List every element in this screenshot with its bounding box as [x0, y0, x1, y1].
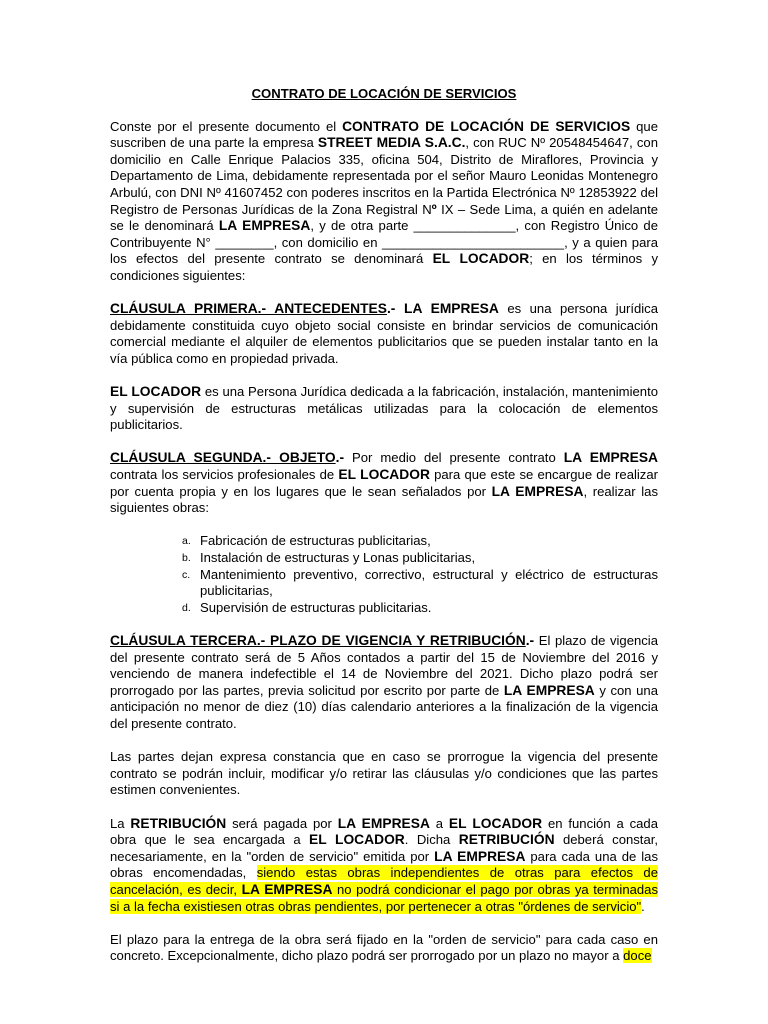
- list-item-text: Supervisión de estructuras publicitarias.: [200, 599, 432, 615]
- bold-la-empresa: .- LA EMPRESA: [386, 301, 499, 317]
- highlighted-text: no podrá condicionar el pago por obras ya terminadas si a la fecha existiesen otras obras pendientes, por pertenecer a otras "órdenes de servicio": [110, 881, 659, 914]
- bold-separator: .-: [335, 450, 345, 466]
- text: en función a cada obra que le sea encargada a: [110, 815, 658, 848]
- paragraph-clause-first: [110, 301, 658, 367]
- paragraph-clause-third: [110, 633, 658, 733]
- text: Conste por el presente documento el: [110, 118, 343, 134]
- text: para cada una de las obras encomendadas,: [110, 848, 658, 881]
- text: es una persona jurídica debidamente constituida cuyo objeto social consiste en brindar servicios de comunicación comercial mediante el alquiler de elementos publicitarios que se pueden instalar tanto en la vía pública como en propiedad privada.: [110, 301, 658, 366]
- list-item-text: Instalación de estructuras y Lonas publicitarias,: [200, 550, 476, 566]
- list-marker: c.: [182, 568, 191, 581]
- document-title: CONTRATO DE LOCACIÓN DE SERVICIOS: [251, 86, 517, 101]
- list-item: [182, 599, 658, 617]
- bold-el-locador: EL LOCADOR: [309, 832, 405, 848]
- text: IX – Sede Lima, a quién en adelante se le denominará: [110, 201, 659, 234]
- clause-heading-second: CLÁUSULA SEGUNDA.- OBJETO: [110, 450, 336, 466]
- list-item: [182, 533, 658, 550]
- text: , y de otra parte ______________, con Registro Único de Contribuyente N° ________, con domicilio en _________________________, y a quien para los efectos del presente contrato se denominará: [110, 218, 658, 267]
- bold-la-empresa: LA EMPRESA: [218, 218, 311, 234]
- paragraph-extension: Las partes dejan expresa constancia que en caso se prorrogue la vigencia del presente contrato se podrán incluir, modificar y/o retirar las cláusulas y/o condiciones que las partes estimen convenientes.: [110, 749, 658, 798]
- text: y con una anticipación no menor de diez (10) días calendario anteriores a la finalización de la vigencia del presente contrato.: [110, 682, 658, 731]
- list-item: [182, 566, 658, 600]
- clause-heading-third: CLÁUSULA TERCERA.- PLAZO DE VIGENCIA Y RETRIBUCIÓN: [110, 633, 526, 648]
- list-marker: b.: [182, 552, 191, 565]
- list-item-text: Fabricación de estructuras publicitarias,: [200, 533, 431, 549]
- bold-la-empresa: LA EMPRESA: [503, 682, 595, 698]
- text: deberá constar, necesariamente, en la "orden de servicio" emitida por: [110, 832, 659, 864]
- list-marker: a.: [182, 535, 191, 548]
- clause-heading-first: CLÁUSULA PRIMERA.- ANTECEDENTES: [110, 301, 387, 317]
- bold-la-empresa: LA EMPRESA: [491, 483, 584, 499]
- bold-retribucion: RETRIBUCIÓN: [458, 832, 555, 848]
- text: . Dicha: [404, 832, 459, 848]
- list-item: [182, 550, 658, 567]
- bold-la-empresa: LA EMPRESA: [563, 450, 659, 466]
- text: contrata los servicios profesionales de: [110, 467, 339, 483]
- bold-retribucion: RETRIBUCIÓN: [130, 815, 227, 831]
- paragraph-delivery-term: [110, 932, 658, 965]
- text: que suscriben de una parte la empresa: [110, 118, 659, 151]
- bold-separator: .-: [525, 633, 535, 648]
- bold-el-locador: EL LOCADOR: [338, 467, 430, 483]
- highlighted-bold-la-empresa: LA EMPRESA: [241, 881, 333, 897]
- text: es una Persona Jurídica dedicada a la fabricación, instalación, mantenimiento y supervisión de estructuras metálicas utilizadas para la colocación de elementos publicitarios.: [110, 384, 658, 433]
- works-list: [110, 533, 658, 616]
- paragraph-parties: [110, 119, 658, 285]
- bold-ordinal: º: [431, 201, 437, 217]
- paragraph-clause-second: [110, 450, 658, 516]
- text: El plazo para la entrega de la obra será fijado en la "orden de servicio" para cada caso en concreto. Excepcionalmente, dicho plazo podrá ser prorrogado por un plazo no mayor a: [110, 931, 658, 964]
- text: ; en los términos y condiciones siguientes:: [110, 251, 659, 283]
- bold-el-locador: EL LOCADOR: [448, 815, 543, 831]
- list-item-text: Mantenimiento preventivo, correctivo, estructural y eléctrico de estructuras publicitarias,: [200, 566, 658, 599]
- text: para que este se encargue de realizar por cuenta propia y en los lugares que le sean señalados por: [110, 467, 658, 499]
- paragraph-locador: [110, 384, 658, 434]
- text: , con RUC Nº 20548454647, con domicilio en Calle Enrique Palacios 335, oficina 504, Distrito de Miraflores, Provincia y Departamento de Lima, debidamente representada por el señor Mauro Leonidas Montenegro Arbulú, con DNI Nº 41607452 con poderes inscritos en la Partida Electrónica Nº 12853922 del Registro de Personas Jurídicas de la Zona Registral N: [110, 135, 658, 217]
- text: , realizar las siguientes obras:: [110, 483, 658, 516]
- paragraph-retribution: [110, 816, 658, 916]
- highlighted-text: doce: [623, 948, 652, 964]
- text: El plazo de vigencia del presente contrato será de 5 Años contados a partir del 15 de Noviembre del 2016 y venciendo de manera indefectible el 14 de Noviembre del 2021. Dicho plazo podrá ser prorrogado por las partes, previa solicitud por escrito por parte de: [110, 633, 659, 698]
- bold-company-name: STREET MEDIA S.A.C.: [317, 135, 466, 151]
- bold-el-locador: EL LOCADOR: [110, 384, 202, 400]
- text: a: [429, 815, 449, 831]
- highlighted-text: siendo estas obras independientes de otras para efectos de cancelación, es decir,: [110, 865, 658, 897]
- bold-la-empresa: LA EMPRESA: [337, 815, 430, 831]
- bold-contract-name: CONTRATO DE LOCACIÓN DE SERVICIOS: [342, 118, 631, 134]
- text: Por medio del presente contrato: [344, 450, 564, 466]
- bold-la-empresa: LA EMPRESA: [434, 848, 526, 864]
- list-marker: d.: [182, 601, 191, 614]
- text: .: [641, 898, 645, 914]
- bold-el-locador: EL LOCADOR: [432, 251, 530, 267]
- text: será pagada por: [226, 815, 338, 831]
- text: La: [110, 815, 131, 831]
